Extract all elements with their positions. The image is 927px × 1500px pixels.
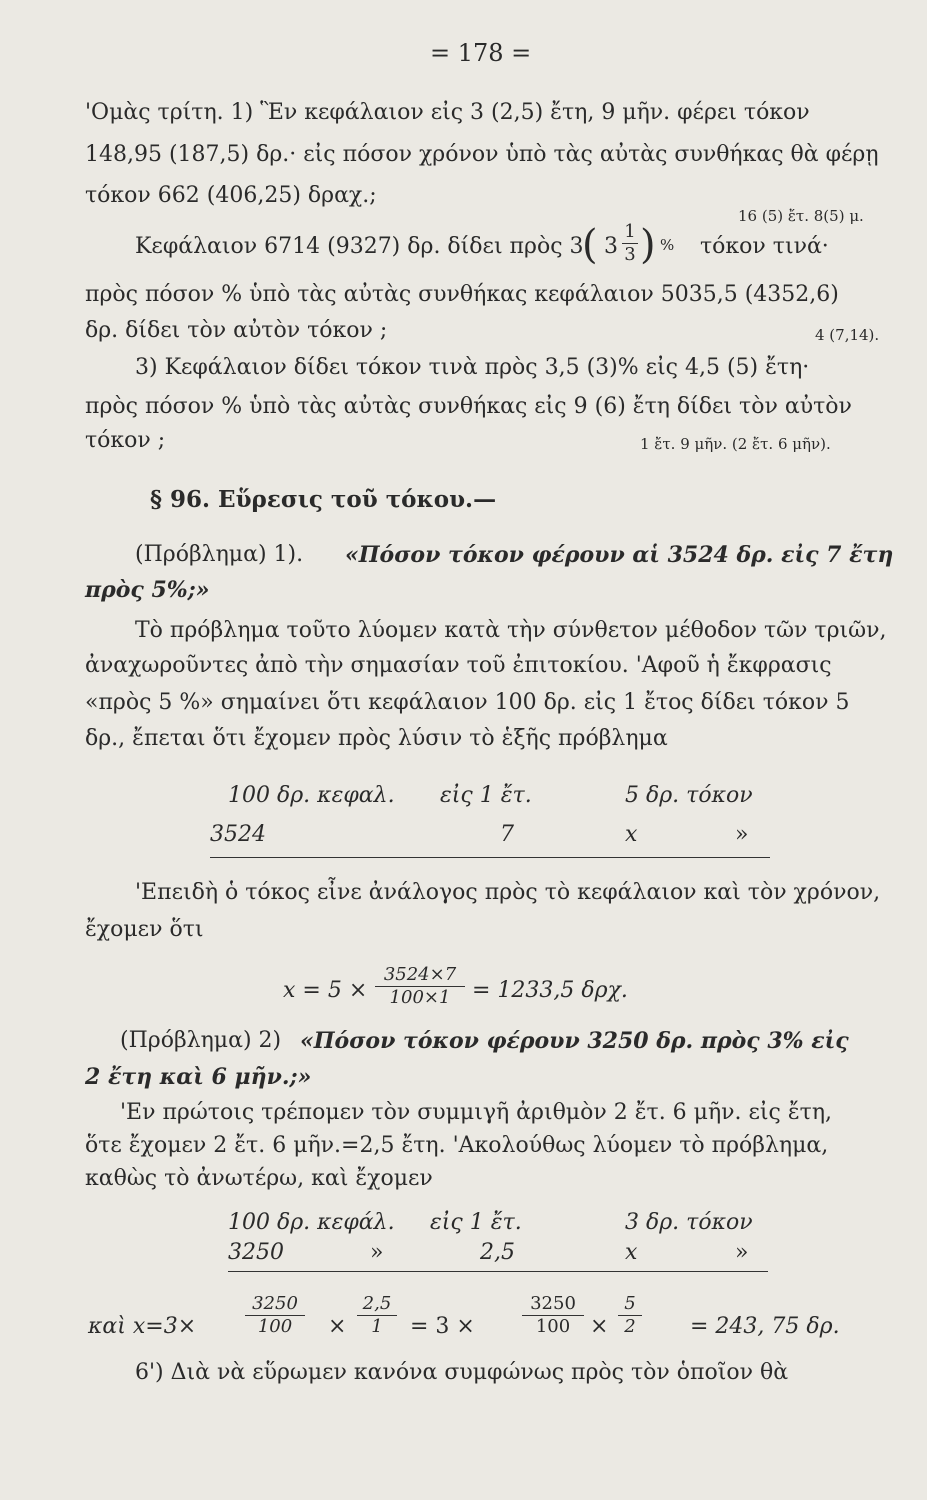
exercise-line-2: 148,95 (187,5) δρ.· εἰς πόσον χρόνον ὑπὸ τὰς αὐτὰς συνθήκας θὰ φέρῃ <box>85 142 879 167</box>
p2-formula-kai: καὶ x=3× <box>88 1314 197 1339</box>
exercise-line-4a: Κεφάλαιον 6714 (9327) δρ. δίδει πρὸς 3 <box>135 234 584 259</box>
p2-table-row1-col1: 100 δρ. κεφάλ. <box>228 1210 395 1235</box>
p2-fraction-1-den: 100 <box>257 1316 293 1337</box>
p1-formula-lhs: x = 5 × <box>283 978 368 1003</box>
exercise-line-4c: τόκον τινά· <box>700 234 829 259</box>
p2-table-row2-col2: » <box>370 1240 384 1265</box>
p2-fraction-3 <box>522 1294 584 1337</box>
p1-formula-rhs: = 1233,5 δρχ. <box>472 978 628 1003</box>
fraction-denominator: 3 <box>624 244 636 265</box>
p1-table-row1-col2: εἰς 1 ἔτ. <box>440 783 532 808</box>
p1-table-row1-col3: 5 δρ. τόκον <box>625 783 753 808</box>
p2-fraction-1 <box>245 1294 305 1337</box>
exercise-line-5: πρὸς πόσον % ὑπὸ τὰς αὐτὰς συνθήκας κεφάλαιον 5035,5 (4352,6) <box>85 282 839 307</box>
p2-formula-result: = 243, 75 δρ. <box>690 1314 840 1339</box>
p2-table-row2-col5: » <box>735 1240 749 1265</box>
p2-fraction-4-num: 5 <box>624 1293 636 1314</box>
section-title: § 96. Εὕρεσις τοῦ τόκου.— <box>150 486 497 513</box>
exercise-line-3: τόκον 662 (406,25) δραχ.; <box>85 183 377 208</box>
p2-table-row1-col2: εἰς 1 ἔτ. <box>430 1210 522 1235</box>
p2-formula-times-2: × <box>590 1314 609 1339</box>
p1-table-row2-col3: x <box>625 822 638 847</box>
problem1-para-2: ἀναχωροῦντες ἀπὸ τὴν σημασίαν τοῦ ἐπιτοκίου. 'Αφοῦ ἡ ἔκφρασις <box>85 653 832 678</box>
exercise-line-4b: 3 <box>604 234 618 259</box>
p2-table-row2-col4: x <box>625 1240 638 1265</box>
fraction-one-third <box>622 222 638 265</box>
answer-2: 4 (7,14). <box>815 326 880 344</box>
p1-table-rule <box>210 857 770 858</box>
p2-table-row2-col1: 3250 <box>228 1240 284 1265</box>
exercise-line-6: δρ. δίδει τὸν αὐτὸν τόκον ; <box>85 318 388 343</box>
problem1-para-1: Τὸ πρόβλημα τοῦτο λύομεν κατὰ τὴν σύνθετον μέθοδον τῶν τριῶν, <box>135 618 887 643</box>
answer-3: 1 ἔτ. 9 μῆν. (2 ἔτ. 6 μῆν). <box>640 435 831 453</box>
p2-table-row2-col3: 2,5 <box>480 1240 515 1265</box>
problem1-para-4: δρ., ἔπεται ὅτι ἔχομεν πρὸς λύσιν τὸ ἑξῆς πρόβλημα <box>85 726 668 751</box>
p2-fraction-2 <box>357 1294 397 1337</box>
problem1-question-a: «Πόσον τόκον φέρουν αἱ 3524 δρ. εἰς 7 ἔτη <box>345 542 894 568</box>
p1-fraction-denominator: 100×1 <box>389 987 451 1008</box>
p2-fraction-3-num: 3250 <box>530 1293 576 1314</box>
problem2-question-b: 2 ἔτη καὶ 6 μῆν.;» <box>85 1064 312 1090</box>
exercise-line-7: 3) Κεφάλαιον δίδει τόκον τινὰ πρὸς 3,5 (3)% εἰς 4,5 (5) ἔτη· <box>135 355 810 380</box>
problem2-para-1: 'Εν πρώτοις τρέπομεν τὸν συμμιγῆ ἀριθμὸν 2 ἔτ. 6 μῆν. εἰς ἔτη, <box>120 1100 832 1125</box>
problem2-question-a: «Πόσον τόκον φέρουν 3250 δρ. πρὸς 3% εἰς <box>300 1028 849 1054</box>
p1-table-row2-col4: » <box>735 822 749 847</box>
percent-sign: % <box>660 236 675 254</box>
answer-1: 16 (5) ἔτ. 8(5) μ. <box>738 207 864 225</box>
problem2-label: (Πρόβλημα) 2) <box>120 1028 282 1053</box>
p1-table-row2-col1: 3524 <box>210 822 266 847</box>
p1-table-row2-col2: 7 <box>500 822 514 847</box>
p2-table-rule <box>228 1271 768 1272</box>
p2-fraction-2-num: 2,5 <box>362 1293 392 1314</box>
problem1-para-5: 'Επειδὴ ὁ τόκος εἶνε ἀνάλογος πρὸς τὸ κεφάλαιον καὶ τὸν χρόνον, <box>135 880 881 905</box>
p2-fraction-3-den: 100 <box>535 1316 571 1337</box>
problem1-label: (Πρόβλημα) 1). <box>135 542 304 567</box>
close-paren: ) <box>640 222 656 268</box>
exercise-line-9: τόκον ; <box>85 428 166 453</box>
exercise-line-8: πρὸς πόσον % ὑπὸ τὰς αὐτὰς συνθήκας εἰς 9 (6) ἔτη δίδει τὸν αὐτὸν <box>85 394 852 419</box>
p2-fraction-4 <box>618 1294 642 1337</box>
fraction-numerator: 1 <box>624 221 636 242</box>
p2-fraction-1-num: 3250 <box>252 1293 298 1314</box>
problem1-para-6: ἔχομεν ὅτι <box>85 917 204 942</box>
p1-table-row1-col1: 100 δρ. κεφαλ. <box>228 783 395 808</box>
p2-formula-times-1: × <box>328 1314 347 1339</box>
open-paren: ( <box>582 222 598 268</box>
p2-table-row1-col3: 3 δρ. τόκον <box>625 1210 753 1235</box>
p1-fraction-numerator: 3524×7 <box>383 964 457 985</box>
problem1-question-b: πρὸς 5%;» <box>85 577 210 603</box>
last-line: 6') Διὰ νὰ εὕρωμεν κανόνα συμφώνως πρὸς τὸν ὁποῖον θὰ <box>135 1360 789 1385</box>
problem1-para-3: «πρὸς 5 %» σημαίνει ὅτι κεφάλαιον 100 δρ. εἰς 1 ἔτος δίδει τόκον 5 <box>85 690 850 715</box>
exercise-line-1: 'Ομὰς τρίτη. 1) Ἓν κεφάλαιον εἰς 3 (2,5) ἔτη, 9 μῆν. φέρει τόκον <box>85 100 810 125</box>
p2-formula-eq: = 3 × <box>410 1314 475 1339</box>
page-number: = 178 = <box>430 39 532 67</box>
p2-fraction-2-den: 1 <box>371 1316 383 1337</box>
p2-fraction-4-den: 2 <box>624 1316 636 1337</box>
problem2-para-3: καθὼς τὸ ἀνωτέρω, καὶ ἔχομεν <box>85 1166 433 1191</box>
problem2-para-2: ὅτε ἔχομεν 2 ἔτ. 6 μῆν.=2,5 ἔτη. 'Ακολούθως λύομεν τὸ πρόβλημα, <box>85 1133 829 1158</box>
p1-formula-fraction <box>375 965 465 1008</box>
